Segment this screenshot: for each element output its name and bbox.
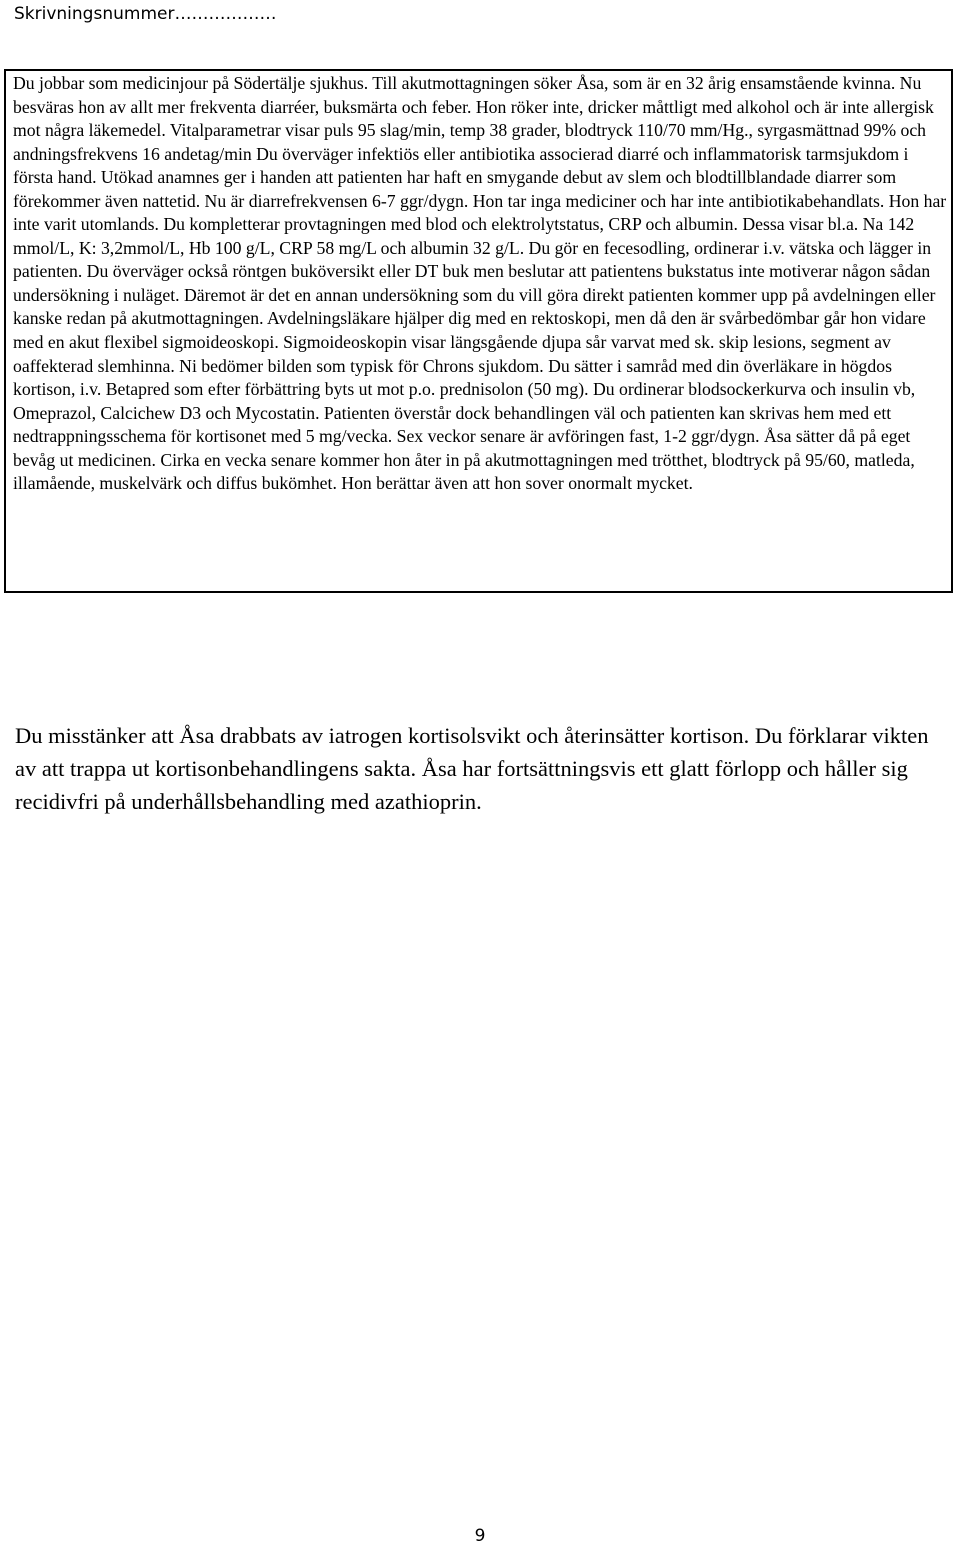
candidate-number-label: Skrivningsnummer……………… (14, 4, 277, 24)
page-number: 9 (474, 1526, 486, 1546)
answer-text: Du misstänker att Åsa drabbats av iatrogen kortisolsvikt och återinsätter kortison. Du förklarar vikten av att trappa ut kortisonbehandlingens sakta. Åsa har fortsättningsvis ett glatt förlopp och håller sig recidivfri på underhållsbehandling med azathioprin. (15, 723, 929, 814)
case-description-text: Du jobbar som medicinjour på Södertälje sjukhus. Till akutmottagningen söker Åsa, som är en 32 årig ensamstående kvinna. Nu besväras hon av allt mer frekventa diarréer, buksmärta och feber. Hon röker inte, dricker måttligt med alkohol och är inte allergisk mot några läkemedel. Vitalparametrar visar puls 95 slag/min, temp 38 grader, blodtryck 110/70 mm/Hg., syrgasmättnad 99% och andningsfrekvens 16 andetag/min Du överväger infektiös eller antibiotika associerad diarré och inflammatorisk tarmsjukdom i första hand. Utökad anamnes ger i handen att patienten har haft en smygande debut av slem och blodtillblandade diarrer som förekommer även nattetid. Nu är diarrefrekvensen 6-7 ggr/dygn. Hon tar inga mediciner och har inte antibiotikabehandlats. Hon har inte varit utomlands. Du kompletterar provtagningen med blod och elektrolytstatus, CRP och albumin. Dessa visar bl.a. Na 142 mmol/L, K: 3,2mmol/L, Hb 100 g/L, CRP 58 mg/L och albumin 32 g/L. Du gör en fecesodling, ordinerar i.v. vätska och lägger in patienten. Du överväger också röntgen buköversikt eller DT buk men beslutar att patientens bukstatus inte motiverar någon sådan undersökning i nuläget. Däremot är det en annan undersökning som du vill göra direkt patienten kommer upp på avdelningen eller kanske redan på akutmottagningen. Avdelningsläkare hjälper dig med en rektoskopi, men då den är svårbedömbar går hon vidare med en akut flexibel sigmoideoskopi. Sigmoideoskopin visar längsgående djupa sår varvat med sk. skip lesions, segment av oaffekterad slemhinna. Ni bedömer bilden som typisk för Chrons sjukdom. Du sätter i samråd med din överläkare in högdos kortison, i.v. Betapred som efter förbättring byts ut mot p.o. prednisolon (50 mg). Du ordinerar blodsockerkurva och insulin vb, Omeprazol, Calcichew D3 och Mycostatin. Patienten överstår dock behandlingen väl och patienten kan skrivas hem med ett nedtrappningsschema för kortisonet med 5 mg/vecka. Sex veckor senare är avföringen fast, 1-2 ggr/dygn. Åsa sätter då på eget bevåg ut medicinen. Cirka en vecka senare kommer hon åter in på akutmottagningen med trötthet, blodtryck på 95/60, matleda, illamående, muskelvärk och diffus bukömhet. Hon berättar även att hon sover onormalt mycket. (13, 73, 947, 494)
